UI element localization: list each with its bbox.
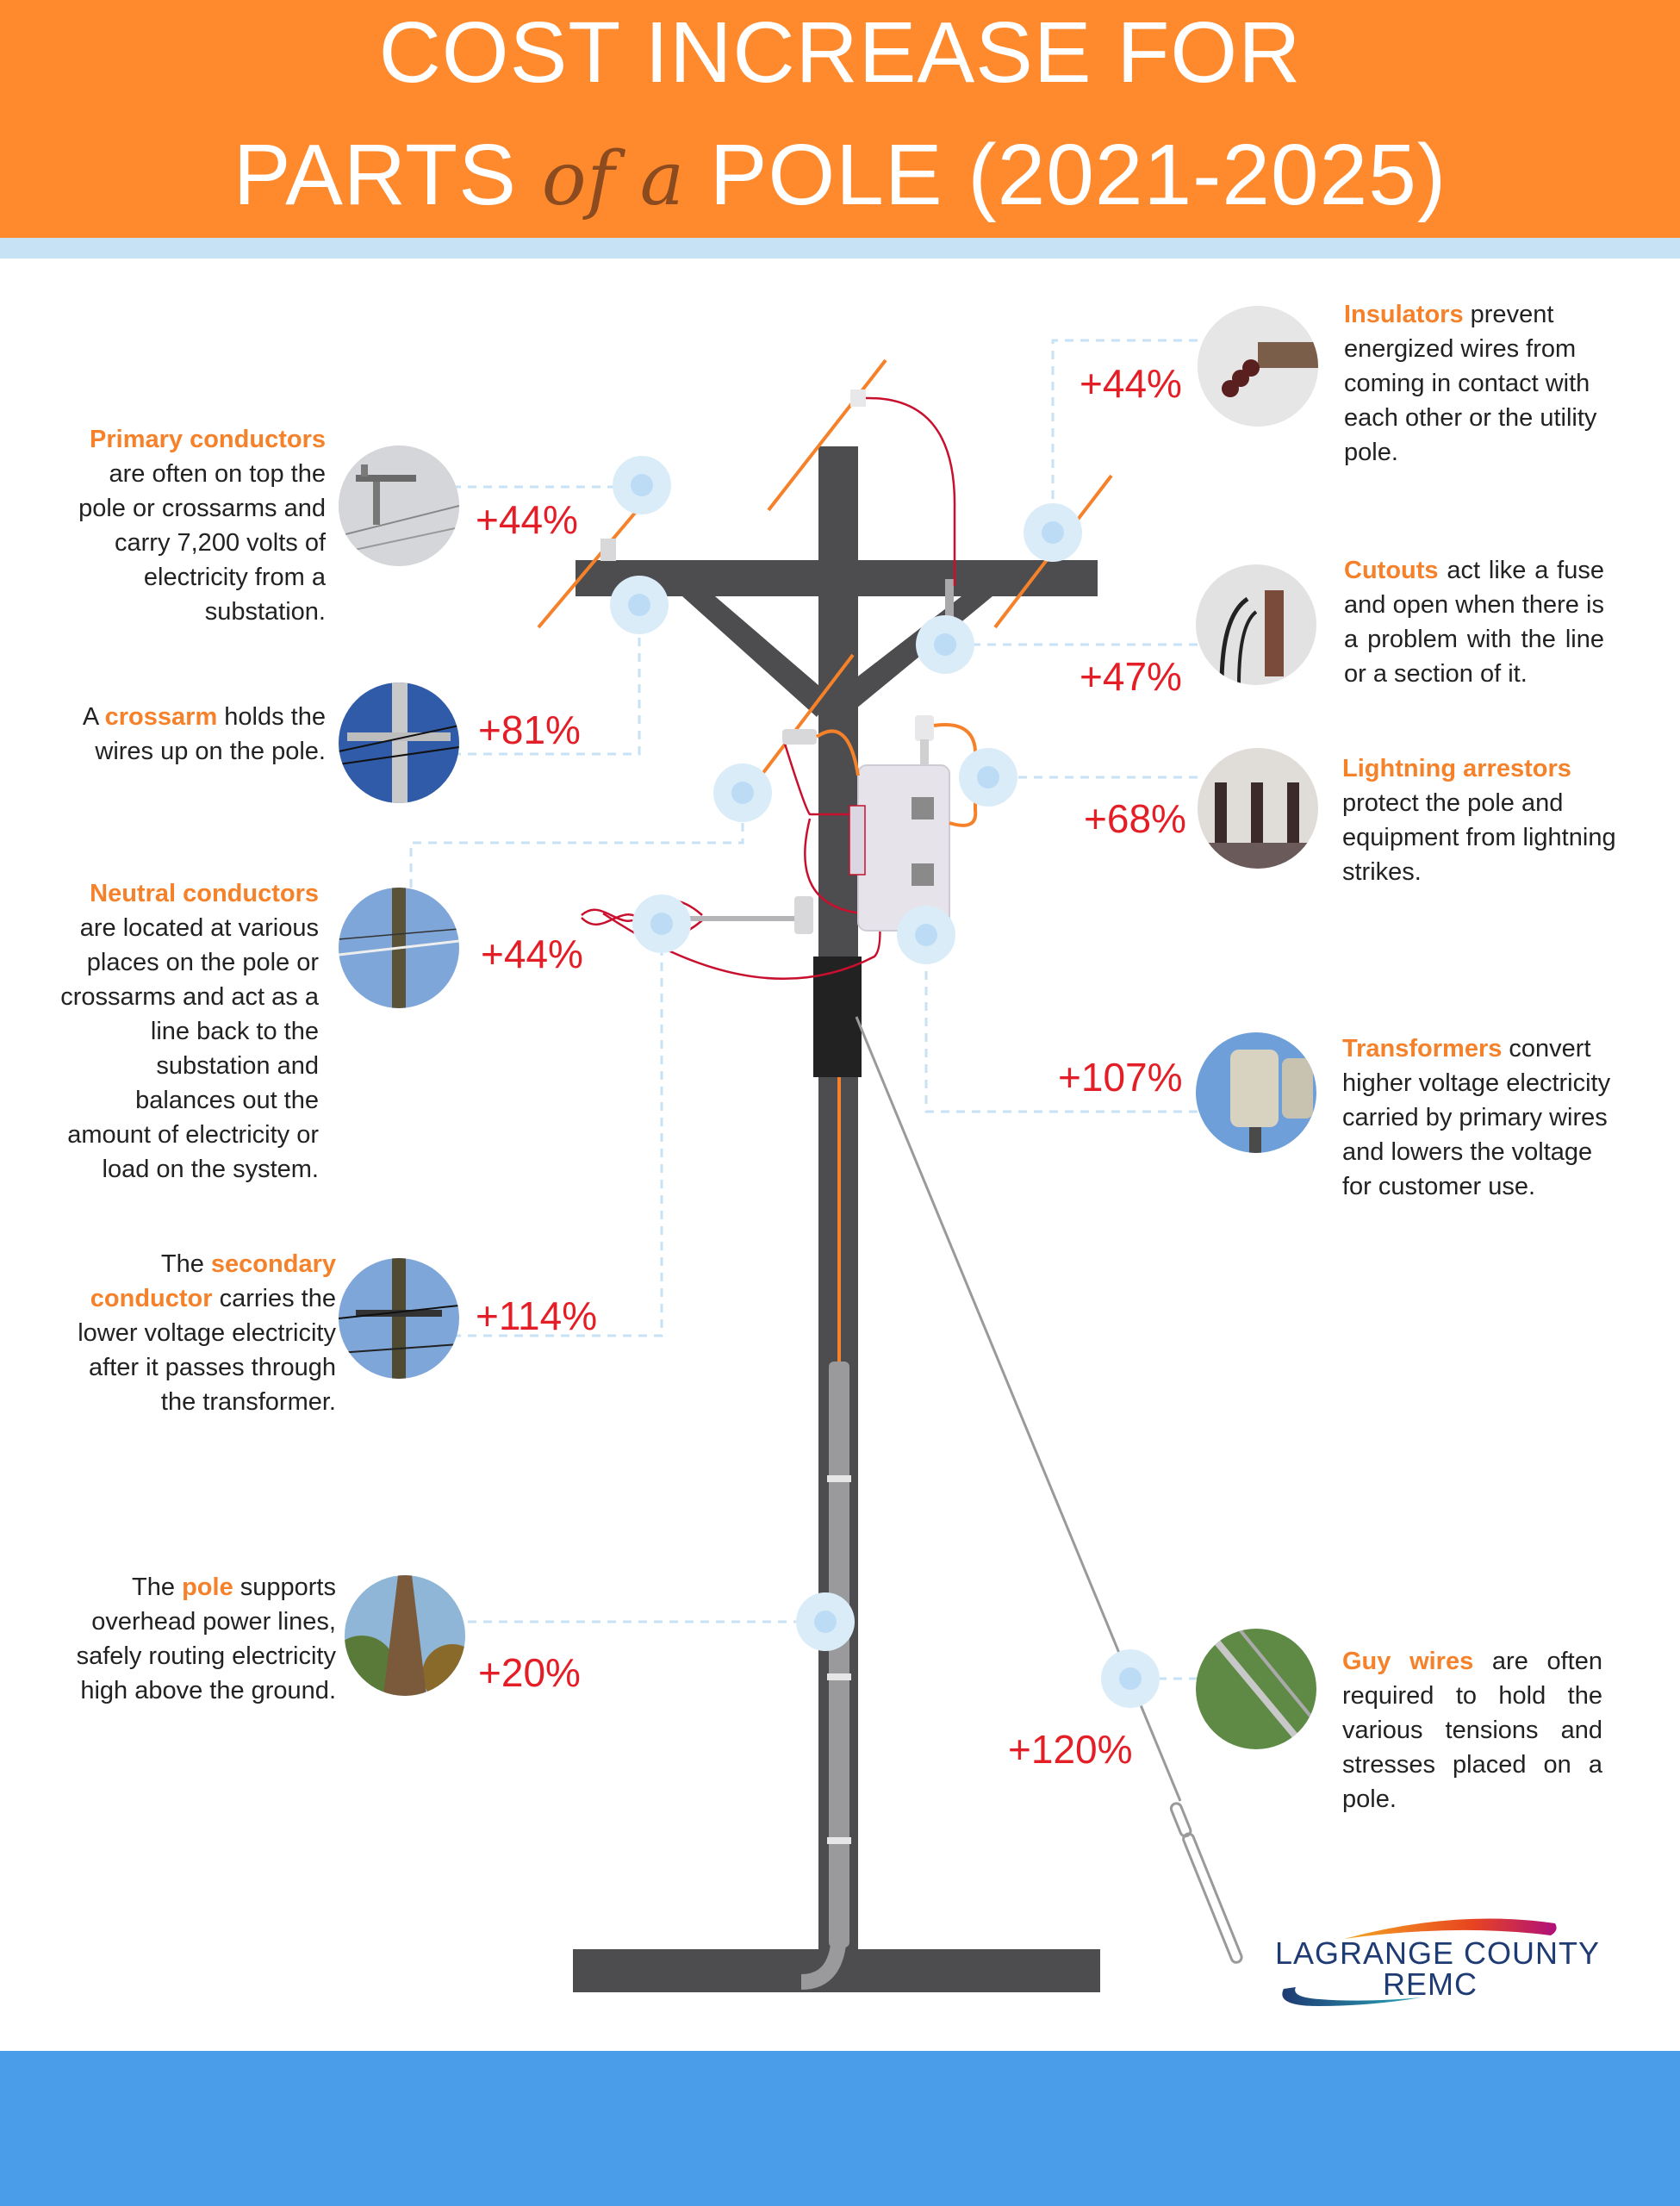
title-parts: PARTS: [233, 127, 517, 223]
primary-conductors-name: Primary conductors: [90, 426, 326, 453]
footer-band: [0, 2051, 1680, 2206]
lightning-arrestors-description: Lightning arrestors protect the pole and equipment from lightning strikes.: [1342, 755, 1616, 886]
cutouts-increase: +47%: [1080, 654, 1182, 699]
logo-text-line2: REMC: [1383, 1966, 1478, 2002]
pole-description: The pole supports overhead power lines, safely routing electricity high above the ground.: [76, 1573, 336, 1704]
left-insulator: [600, 539, 616, 561]
neutral-conductors-name: Neutral conductors: [90, 880, 319, 907]
target-primary: [613, 456, 671, 514]
title-pole-years: POLE (2021-2025): [709, 127, 1447, 223]
lagrange-county-remc-logo: [1266, 1913, 1601, 2016]
primary-conductors-description: Primary conductors are often on top the pole or crossarms and carry 7,200 volts of electricity from a substation.: [78, 426, 326, 626]
neutral-conductors-increase: +44%: [481, 932, 583, 976]
guy-wires-description: Guy wires are often required to hold the various tensions and stresses placed on a pole.: [1342, 1648, 1602, 1813]
lightning-arrestors-name: Lightning arrestors: [1342, 755, 1571, 782]
brace-left: [682, 596, 831, 717]
secondary-conductor-description: The secondary conductor carries the lower voltage electricity after it passes through the transformer.: [78, 1250, 336, 1416]
cutout-photo: [1196, 564, 1316, 685]
cutouts-name: Cutouts: [1344, 557, 1439, 584]
primary-conductor-photo: [339, 446, 459, 566]
secondary-conductor-photo: [339, 1258, 459, 1379]
pole-band-1: [827, 1475, 851, 1482]
transformers-increase: +107%: [1058, 1055, 1183, 1100]
transformers-description: Transformers convert higher voltage electricity carried by primary wires and lowers the voltage for customer use.: [1342, 1035, 1611, 1200]
primary-conductors-increase: +44%: [476, 497, 578, 542]
target-crossarm: [610, 576, 669, 634]
guy-wire-photo: [1196, 1629, 1316, 1749]
target-arrestors: [959, 748, 1017, 807]
insulator-photo: [1198, 306, 1318, 427]
insulators-name: Insulators: [1344, 301, 1464, 328]
transformers-name: Transformers: [1342, 1035, 1503, 1062]
target-pole: [796, 1592, 855, 1651]
crossarm-photo: [339, 682, 459, 803]
guy-wires-name: Guy wires: [1342, 1648, 1474, 1675]
guy-wires-increase: +120%: [1008, 1727, 1133, 1772]
crossarm-increase: +81%: [478, 707, 581, 752]
ground-wire-sleeve: [829, 1362, 849, 1947]
crossarm-description: A crossarm holds the wires up on the pole.: [82, 703, 326, 765]
lightning-arrestor-photo: [1198, 748, 1318, 869]
pole-name: pole: [182, 1573, 233, 1601]
target-neutral: [713, 763, 772, 822]
lightning-arrestors-increase: +68%: [1084, 796, 1186, 841]
target-secondary: [632, 894, 691, 953]
secondary-bracket: [794, 896, 813, 934]
title-of-a: of a: [541, 136, 685, 222]
logo-text-line1: LAGRANGE COUNTY: [1275, 1935, 1601, 1971]
neutral-conductors-description: Neutral conductors are located at various places on the pole or crossarms and act as a line back to the substation and balances out the amount of electricity or load on the system.: [60, 880, 319, 1183]
pole-band-2: [827, 1673, 851, 1680]
pole-increase: +20%: [478, 1650, 581, 1695]
title-line-1: COST INCREASE FOR: [378, 4, 1302, 101]
neutral-conductor-photo: [339, 888, 459, 1008]
cutouts-description: Cutouts act like a fuse and open when there is a problem with the line or a section of it.: [1344, 557, 1604, 688]
pole-band-3: [827, 1837, 851, 1844]
target-insulators: [1024, 503, 1082, 562]
secondary-conductor-increase: +114%: [476, 1293, 598, 1338]
leader-neutral: [411, 795, 743, 888]
target-transformers: [897, 906, 955, 964]
crossarm-name: crossarm: [104, 703, 218, 731]
insulators-increase: +44%: [1080, 361, 1182, 406]
target-cutouts: [916, 615, 974, 674]
transformer-photo: [1196, 1032, 1316, 1153]
wood-pole-photo: [345, 1575, 465, 1696]
target-guy: [1101, 1649, 1160, 1708]
secondary-rack: [689, 916, 803, 921]
insulators-description: Insulators prevent energized wires from coming in contact with each other or the utility pole.: [1344, 301, 1597, 466]
secondary-conductor-name: secondary conductor: [90, 1250, 336, 1312]
leader-secondary: [452, 922, 662, 1336]
guy-anchor-rod: [1170, 1802, 1243, 1964]
top-insulator: [850, 389, 866, 407]
